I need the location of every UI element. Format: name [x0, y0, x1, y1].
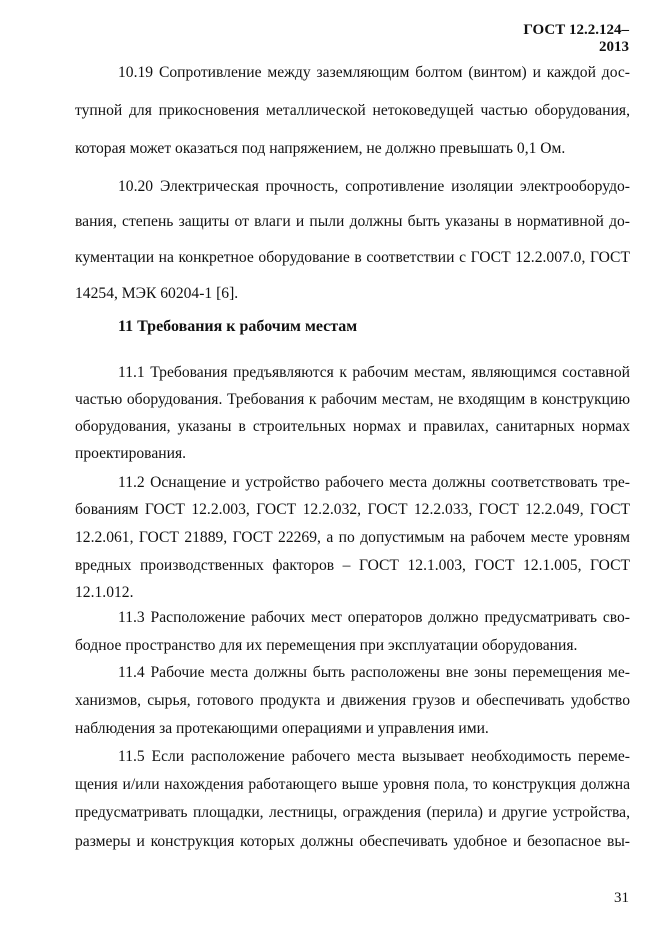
paragraph-line: щения и/или нахождения работающего выше уровня пола, то конструкция должна	[75, 776, 630, 793]
paragraph-line: 11.1 Требования предъявляются к рабочим местам, являющимся составной	[118, 364, 630, 381]
paragraph-line: 12.1.012.	[75, 584, 134, 601]
paragraph-line: 10.19 Сопротивление между заземляющим болтом (винтом) и каждой дос-	[118, 64, 630, 81]
paragraph-line: которая может оказаться под напряжением, не должно превышать 0,1 Ом.	[75, 140, 566, 157]
standard-code: ГОСТ 12.2.124–	[523, 22, 629, 38]
paragraph-line: 11.5 Если расположение рабочего места вызывает необходимость переме-	[118, 748, 630, 765]
paragraph-line: кументации на конкретное оборудование в соответствии с ГОСТ 12.2.007.0, ГОСТ	[75, 249, 630, 266]
paragraph-line: 10.20 Электрическая прочность, сопротивление изоляции электрооборудо-	[118, 178, 630, 195]
paragraph-line: вредных производственных факторов – ГОСТ 12.1.003, ГОСТ 12.1.005, ГОСТ	[75, 557, 630, 574]
paragraph-line: 11.3 Расположение рабочих мест операторов должно предусматривать сво-	[118, 609, 630, 626]
paragraph-line: наблюдения за протекающими операциями и управления ими.	[75, 720, 489, 737]
paragraph-line: предусматривать площадки, лестницы, ограждения (перила) и другие устройства,	[75, 804, 630, 821]
paragraph-line: 14254, МЭК 60204-1 [6].	[75, 285, 239, 302]
paragraph-line: проектирования.	[75, 445, 187, 462]
paragraph-line: бодное пространство для их перемещения при эксплуатации оборудования.	[75, 637, 578, 654]
paragraph-line: оборудования, указаны в строительных нормах и правилах, санитарных нормах	[75, 418, 630, 435]
standard-year: 2013	[599, 39, 629, 55]
paragraph-line: вания, степень защиты от влаги и пыли должны быть указаны в нормативной до-	[75, 213, 630, 230]
paragraph-line: частью оборудования. Требования к рабочим местам, не входящим в конструкцию	[75, 391, 630, 408]
paragraph-line: 12.2.061, ГОСТ 21889, ГОСТ 22269, а по допустимым на рабочем месте уровням	[75, 529, 630, 546]
paragraph-line: ханизмов, сырья, готового продукта и движения грузов и обеспечивать удобство	[75, 692, 630, 709]
paragraph-line: 11.4 Рабочие места должны быть расположены вне зоны перемещения ме-	[118, 664, 630, 681]
section-heading: 11 Требования к рабочим местам	[118, 318, 358, 335]
paragraph-line: бованиям ГОСТ 12.2.003, ГОСТ 12.2.032, ГОСТ 12.2.033, ГОСТ 12.2.049, ГОСТ	[75, 501, 630, 518]
paragraph-line: тупной для прикосновения металлической нетоковедущей частью оборудования,	[75, 102, 630, 119]
paragraph-line: размеры и конструкция которых должны обеспечивать удобное и безопасное вы-	[75, 833, 630, 850]
page-number: 31	[614, 890, 629, 906]
paragraph-line: 11.2 Оснащение и устройство рабочего места должны соответствовать тре-	[118, 474, 630, 491]
document-header	[523, 22, 629, 56]
